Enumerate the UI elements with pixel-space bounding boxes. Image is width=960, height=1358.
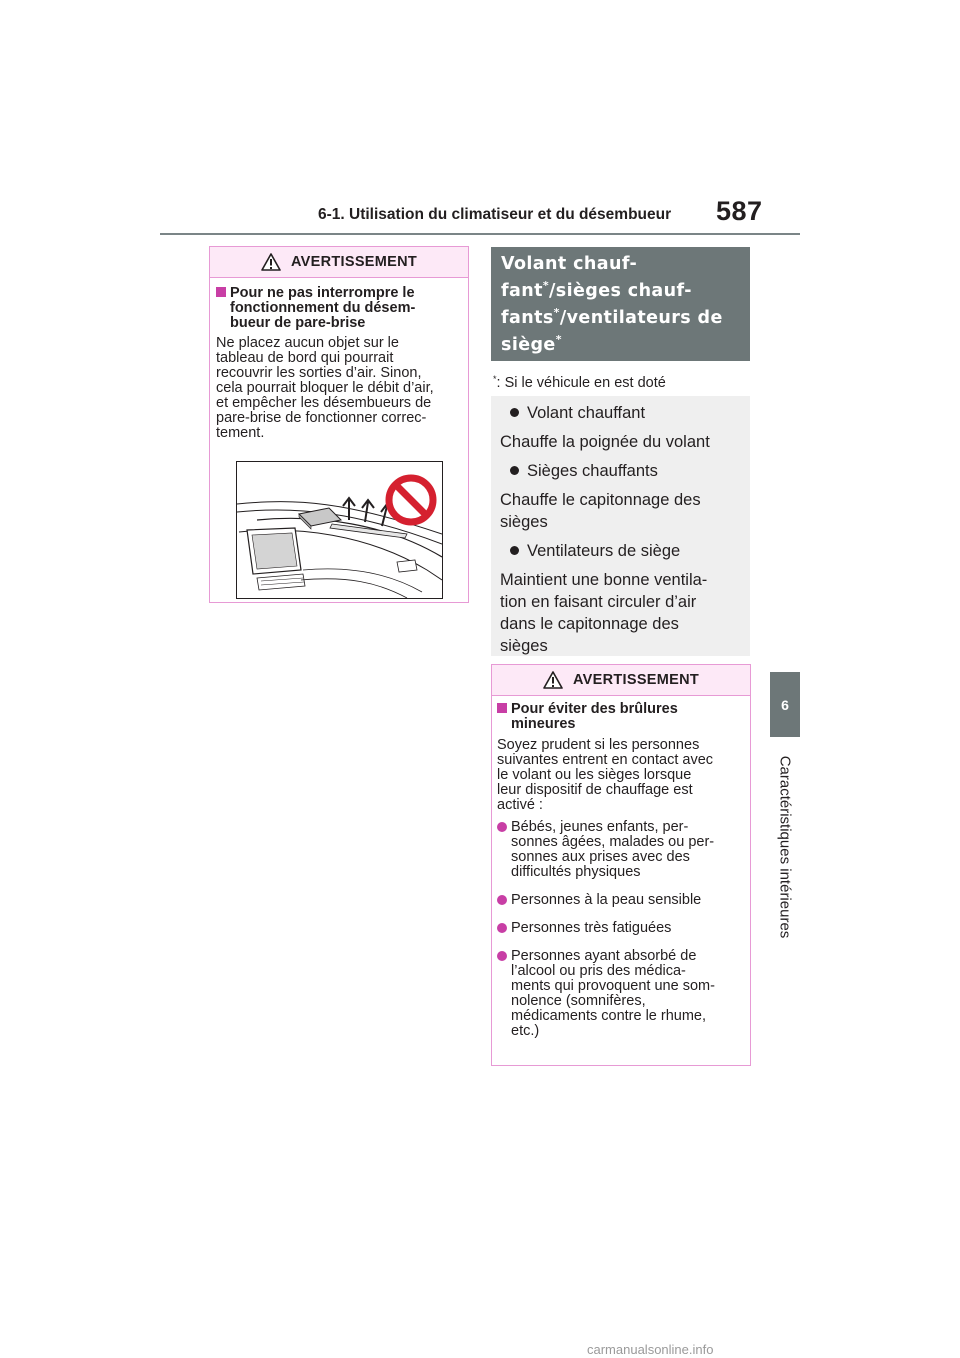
warning-bullet <box>497 921 742 936</box>
heading-text: fants <box>501 308 554 328</box>
section-heading-line <box>501 278 740 305</box>
asterisk-marker: * <box>555 333 562 346</box>
heading-text: /ventilateurs de <box>559 308 723 328</box>
warning-bullet-line: Personnes ayant absorbé de <box>511 948 697 964</box>
prohibition-icon <box>389 478 433 522</box>
feature-description <box>500 569 742 657</box>
warning-bullet-line: sonnes âgées, malades ou per- <box>511 834 715 850</box>
warning-body-line: le volant ou les sièges lorsque <box>497 767 692 783</box>
heading-text: fant <box>501 281 543 301</box>
running-header: 6-1. Utilisation du climatiseur et du désembueur <box>318 206 672 223</box>
warning-triangle-icon <box>543 671 563 689</box>
page-number: 587 <box>716 196 763 226</box>
warning-header <box>210 247 468 278</box>
warning-title-line: bueur de pare-brise <box>230 315 366 331</box>
feature-description-line: sièges <box>500 637 548 655</box>
warning-header <box>492 665 750 696</box>
dashboard-drawing <box>237 462 442 598</box>
warning-bullet-line: l’alcool ou pris des médica- <box>511 963 686 979</box>
footnote <box>493 374 666 391</box>
square-bullet-icon <box>216 287 226 297</box>
warning-title <box>497 702 742 732</box>
warning-title-line: mineures <box>511 716 576 732</box>
warning-bullet <box>497 820 742 880</box>
bullet-dot-icon <box>510 408 519 417</box>
warning-bullet-line: etc.) <box>511 1023 540 1039</box>
warning-heading-text: AVERTISSEMENT <box>572 672 700 688</box>
feature-description-line: sièges <box>500 513 548 531</box>
warning-bullet <box>497 893 742 908</box>
warning-body-line: Ne placez aucun objet sur le <box>216 335 399 351</box>
warning-body-line: Soyez prudent si les personnes <box>497 737 700 753</box>
section-heading-line <box>501 251 740 278</box>
asterisk-marker: * <box>542 279 550 292</box>
square-bullet-icon <box>497 703 507 713</box>
watermark: carmanualsonline.info <box>587 1342 714 1357</box>
bullet-dot-icon <box>497 822 507 832</box>
warning-body-line: pare-brise de fonctionner correc- <box>216 410 427 426</box>
feature-description-line: Maintient une bonne ventila- <box>500 571 708 589</box>
warning-heading-text: AVERTISSEMENT <box>290 254 418 270</box>
warning-body-line: cela pourrait bloquer le débit d’air, <box>216 380 434 396</box>
warning-body-line: leur dispositif de chauffage est <box>497 782 693 798</box>
feature-name <box>500 402 742 424</box>
warning-bullet-line: ments qui provoquent une som- <box>511 978 715 994</box>
feature-name-text: Volant chauffant <box>527 404 646 422</box>
footnote-marker: * <box>493 374 497 384</box>
header-rule <box>160 233 800 235</box>
warning-triangle-icon <box>261 253 281 271</box>
warning-bullet-line: sonnes aux prises avec des <box>511 849 690 865</box>
warning-bullet-line: Bébés, jeunes enfants, per- <box>511 819 689 835</box>
feature-name-text: Sièges chauffants <box>527 462 658 480</box>
dashboard-illustration <box>236 461 443 599</box>
feature-description-line: tion en faisant circuler d’air <box>500 593 697 611</box>
warning-bullet <box>497 949 742 1039</box>
warning-title-line: fonctionnement du désem- <box>230 300 416 316</box>
warning-bullet-line: Personnes très fatiguées <box>511 920 672 936</box>
feature-name-text: Ventilateurs de siège <box>527 542 681 560</box>
chapter-number: 6 <box>781 696 789 713</box>
feature-name <box>500 540 742 562</box>
warning-title <box>216 286 458 331</box>
asterisk-marker: * <box>553 306 560 319</box>
section-heading-line <box>501 332 740 359</box>
warning-title-line: Pour éviter des brûlures <box>511 701 678 717</box>
warning-box-burns <box>491 664 751 1066</box>
heading-text: /sièges chauf- <box>549 281 692 301</box>
heading-text: Volant chauf- <box>501 254 638 274</box>
warning-body-line: tableau de bord qui pourrait <box>216 350 394 366</box>
bullet-dot-icon <box>497 951 507 961</box>
bullet-dot-icon <box>510 466 519 475</box>
chapter-side-label-text: Caractéristiques intérieures <box>776 755 794 939</box>
chapter-tab[interactable] <box>770 672 800 737</box>
warning-body-line: et empêcher les désembueurs de <box>216 395 432 411</box>
warning-bullet-line: médicaments contre le rhume, <box>511 1008 707 1024</box>
heading-text: siège <box>501 335 556 355</box>
section-heading <box>491 247 750 361</box>
footnote-text: : Si le véhicule en est doté <box>496 375 666 391</box>
bullet-dot-icon <box>510 546 519 555</box>
warning-body <box>497 738 742 813</box>
feature-list <box>491 396 750 656</box>
warning-body <box>216 336 458 441</box>
warning-bullet-line: Personnes à la peau sensible <box>511 892 702 908</box>
feature-name <box>500 460 742 482</box>
section-heading-line <box>501 305 740 332</box>
feature-description-line: Chauffe la poignée du volant <box>500 433 710 451</box>
feature-description <box>500 489 742 533</box>
warning-body-line: tement. <box>216 425 265 441</box>
warning-title-line: Pour ne pas interrompre le <box>230 285 415 301</box>
feature-description-line: dans le capitonnage des <box>500 615 679 633</box>
warning-bullet-line: difficultés physiques <box>511 864 641 880</box>
bullet-dot-icon <box>497 895 507 905</box>
feature-description-line: Chauffe le capitonnage des <box>500 491 701 509</box>
warning-body-line: suivantes entrent en contact avec <box>497 752 714 768</box>
warning-body-line: activé : <box>497 797 543 813</box>
warning-bullet-line: nolence (somnifères, <box>511 993 646 1009</box>
warning-body-line: recouvrir les sorties d’air. Sinon, <box>216 365 422 381</box>
feature-description <box>500 431 742 453</box>
bullet-dot-icon <box>497 923 507 933</box>
